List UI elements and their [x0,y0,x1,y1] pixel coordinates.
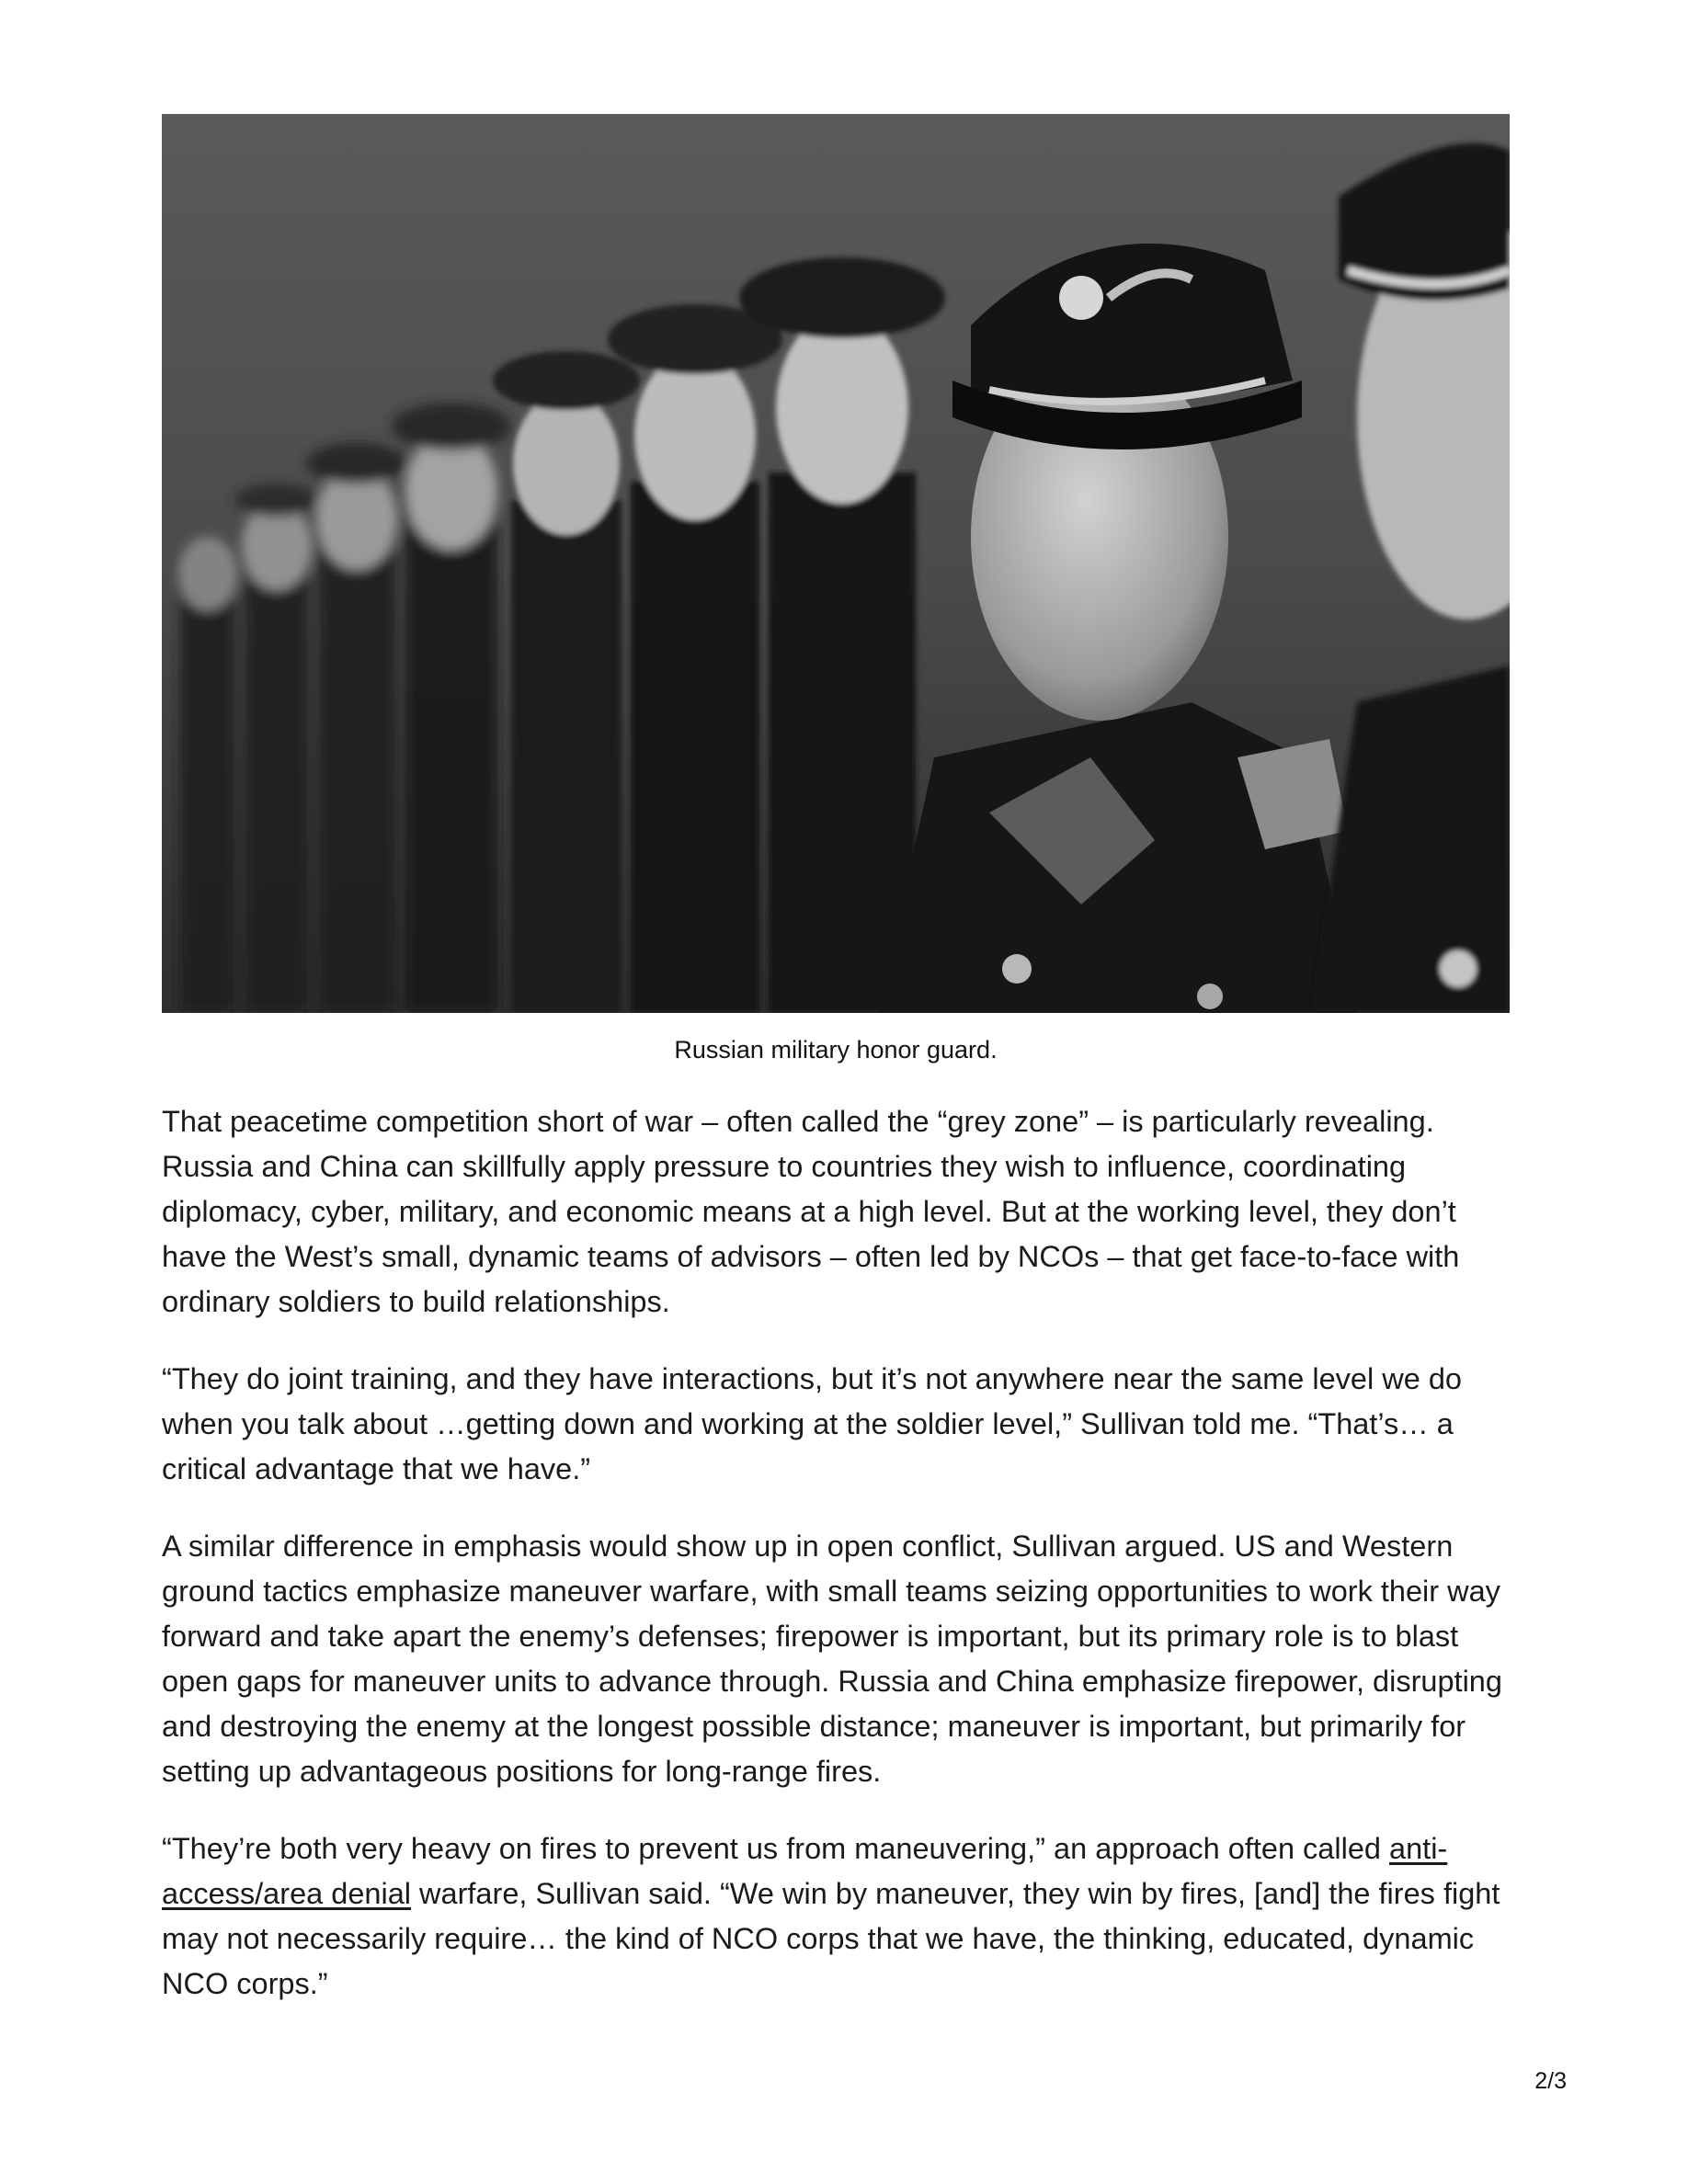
a2ad-link[interactable]: anti-access/area denial [162,1832,1448,1910]
honor-guard-photo [162,114,1510,1013]
figure-caption: Russian military honor guard. [674,1036,998,1064]
article-body [162,1099,1513,2039]
paragraph-4 [162,1826,1513,2007]
page-number: 2/3 [1534,2068,1567,2094]
paragraph-4-after: warfare, Sullivan said. “We win by maneuver, they win by fires, [and] the fires fight may not necessarily require… the kind of NCO corps that we have, the thinking, educated, dynamic NCO corps.” [162,1877,1500,2000]
paragraph-2: “They do joint training, and they have interactions, but it’s not anywhere near the same level we do when you talk about …getting down and working at the soldier level,” Sullivan told me. “That’s… a critical advantage that we have.” [162,1362,1462,1485]
honor-guard-photo-graphic [162,114,1510,1013]
paragraph-1: That peacetime competition short of war – often called the “grey zone” – is particularly revealing. Russia and China can skillfully apply pressure to countries they wish to influence, coordinating diplomacy, cyber, military, and economic means at a high level. But at the working level, they don’t have the West’s small, dynamic teams of advisors – often led by NCOs – that get face-to-face with ordinary soldiers to build relationships. [162,1105,1460,1318]
paragraph-3: A similar difference in emphasis would show up in open conflict, Sullivan argued. US and Western ground tactics emphasize maneuver warfare, with small teams seizing opportunities to work their way forward and take apart the enemy’s defenses; firepower is important, but its primary role is to blast open gaps for maneuver units to advance through. Russia and China emphasize firepower, disrupting and destroying the enemy at the longest possible distance; maneuver is important, but primarily for setting up advantageous positions for long-range fires. [162,1530,1502,1788]
paragraph-4-before: “They’re both very heavy on fires to prevent us from maneuvering,” an approach often called [162,1832,1390,1865]
